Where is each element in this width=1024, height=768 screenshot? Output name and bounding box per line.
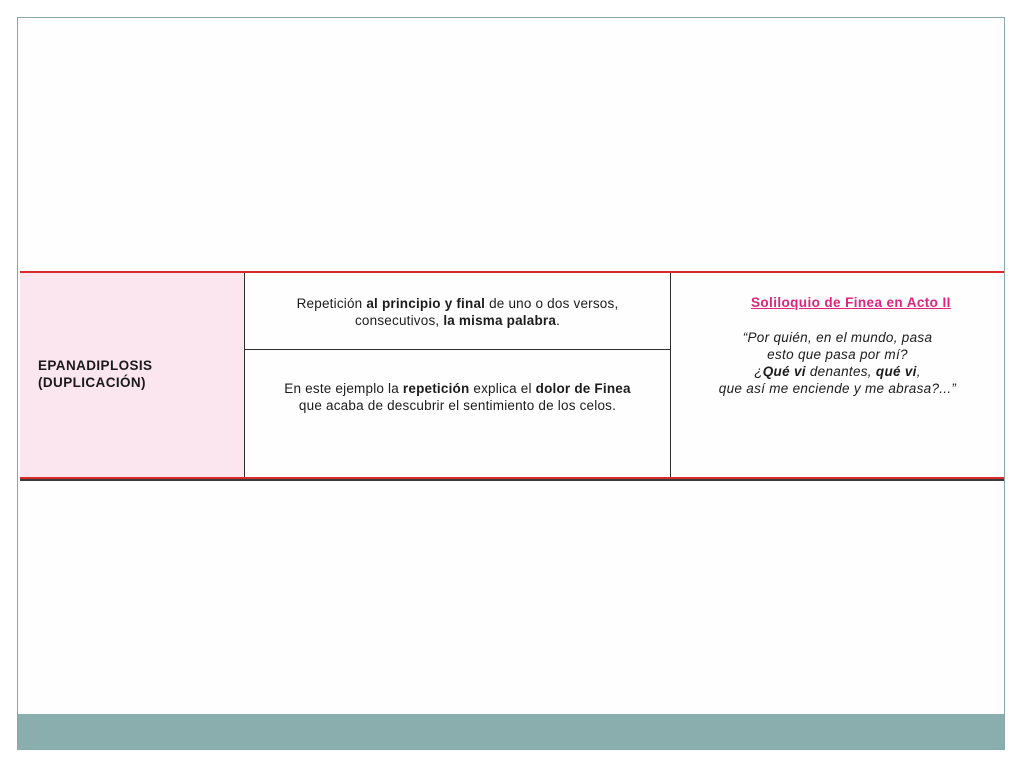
explanation-text-part: En este ejemplo la bbox=[284, 381, 403, 396]
definition-emphasis: al principio y final bbox=[366, 296, 486, 311]
poem-line: que así me enciende y me abrasa?...” bbox=[718, 381, 957, 396]
explanation-emphasis: dolor de Finea bbox=[535, 381, 631, 396]
term-name: EPANADIPLOSIS bbox=[38, 358, 153, 373]
poem-line bbox=[671, 363, 1004, 380]
poem-emphasis: qué vi bbox=[875, 364, 917, 379]
definition-emphasis: la misma palabra bbox=[443, 313, 557, 328]
explanation-text-part: explica el bbox=[469, 381, 536, 396]
poem-text-part: , bbox=[916, 364, 921, 379]
definition-text-part: Repetición bbox=[296, 296, 367, 311]
example-title: Soliloquio de Finea en Acto II bbox=[751, 295, 951, 310]
explanation-text-part: que acaba de descubrir el sentimiento de los celos. bbox=[298, 398, 617, 413]
poem-text-part: denantes, bbox=[805, 364, 876, 379]
definition-text-part: . bbox=[556, 313, 561, 328]
term-label bbox=[38, 357, 152, 391]
explanation-text bbox=[245, 380, 670, 414]
poem-emphasis: Qué vi bbox=[762, 364, 806, 379]
explanation-emphasis: repetición bbox=[402, 381, 470, 396]
definition-text bbox=[245, 295, 670, 329]
table-bottom-rule-dark bbox=[20, 479, 1004, 481]
definition-text-part: de uno o dos versos, bbox=[485, 296, 619, 311]
explanation-cell bbox=[245, 350, 671, 477]
term-alias: (DUPLICACIÓN) bbox=[38, 375, 146, 390]
poem-line: “Por quién, en el mundo, pasa bbox=[742, 330, 933, 345]
poem-text-part: ¿ bbox=[754, 364, 763, 379]
poem-line: esto que pasa por mí? bbox=[767, 347, 908, 362]
figure-table bbox=[20, 271, 1004, 482]
definition-text-part: consecutivos, bbox=[354, 313, 444, 328]
footer-bar bbox=[18, 714, 1004, 749]
example-poem bbox=[671, 329, 1004, 397]
example-cell bbox=[671, 273, 1004, 477]
term-cell bbox=[20, 273, 245, 477]
slide bbox=[17, 17, 1005, 750]
definition-cell bbox=[245, 273, 671, 350]
